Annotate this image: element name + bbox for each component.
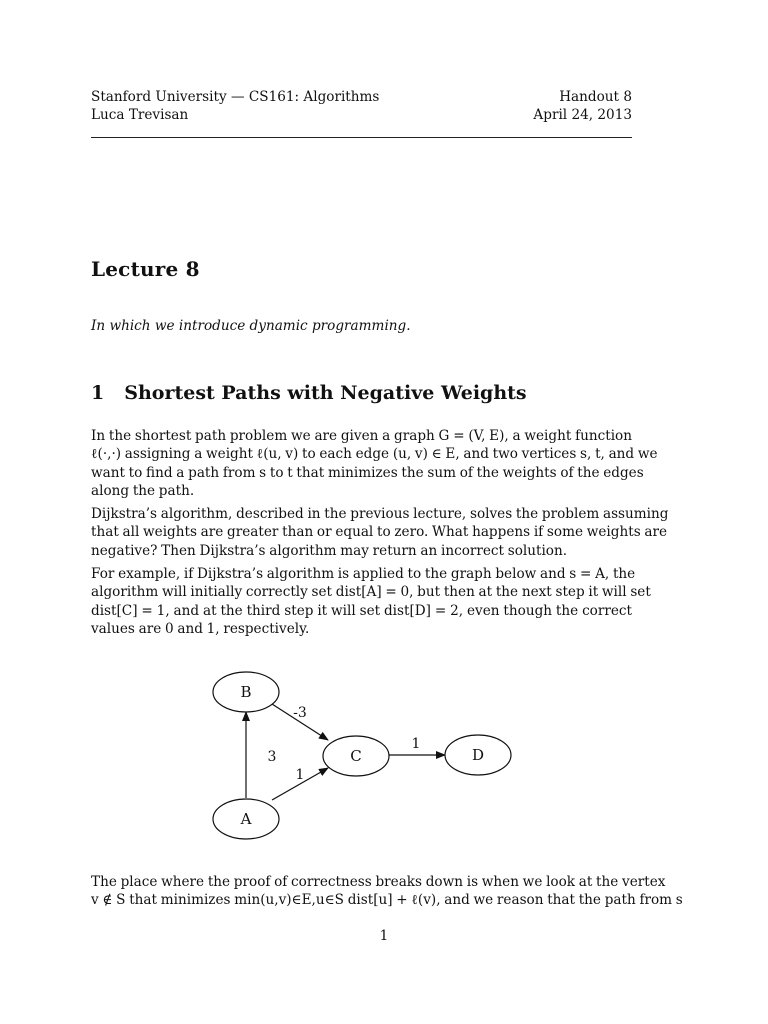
section-title: Shortest Paths with Negative Weights (124, 382, 527, 404)
paragraph-1 (91, 427, 658, 501)
edge-b-c-weight: -3 (293, 705, 307, 721)
paragraph-line: that all weights are greater than or equal to zero. What happens if some weights are (91, 524, 668, 541)
paragraph-line: For example, if Dijkstra’s algorithm is applied to the graph below and s = A, the (91, 566, 636, 582)
node-b-label: B (240, 683, 252, 701)
edge-a-b-weight: 3 (267, 749, 277, 765)
paragraph-line: dist[C] = 1, and at the third step it will set dist[D] = 2, even though the correct (91, 602, 632, 619)
edge-a-c-weight: 1 (295, 767, 305, 783)
lecture-title: Lecture 8 (91, 257, 200, 281)
paragraph-2 (91, 505, 669, 560)
page-number: 1 (379, 928, 389, 944)
paragraph-line: ℓ(·,·) assigning a weight ℓ(u, v) to each edge (u, v) ∈ E, and two vertices s, t, and we (91, 446, 658, 463)
paragraph-line: want to find a path from s to t that minimizes the sum of the weights of the edges (91, 464, 644, 481)
node-a-label: A (240, 810, 252, 828)
abstract: In which we introduce dynamic programming. (91, 318, 411, 334)
paragraph-line: Dijkstra’s algorithm, described in the previous lecture, solves the problem assuming (91, 506, 669, 522)
paragraph-line: v ∉ S that minimizes min(u,v)∈E,u∈S dist[u] + ℓ(v), and we reason that the path from s (91, 892, 683, 909)
section-heading (91, 382, 527, 404)
paragraph-line: values are 0 and 1, respectively. (91, 621, 310, 638)
header-handout: Handout 8 (559, 89, 632, 105)
node-d-label: D (471, 746, 485, 764)
paragraph-line: The place where the proof of correctness breaks down is when we look at the vertex (91, 874, 666, 890)
paragraph-line: along the path. (91, 483, 195, 500)
header-date: April 24, 2013 (533, 107, 632, 123)
section-number: 1 (91, 382, 105, 404)
handout-header (91, 88, 632, 124)
header-author: Luca Trevisan (91, 107, 189, 123)
paragraph-3 (91, 565, 651, 639)
header-course: Stanford University — CS161: Algorithms (91, 89, 380, 105)
paragraph-line: In the shortest path problem we are given a graph G = (V, E), a weight function (91, 428, 632, 444)
edge-c-d-weight: 1 (411, 736, 421, 752)
paragraph-4 (91, 873, 683, 910)
node-c-label: C (350, 747, 362, 765)
header-rule (91, 137, 632, 138)
paragraph-line: algorithm will initially correctly set dist[A] = 0, but then at the next step it will set (91, 584, 651, 601)
paragraph-line: negative? Then Dijkstra’s algorithm may return an incorrect solution. (91, 542, 568, 559)
graph-figure (200, 660, 530, 850)
